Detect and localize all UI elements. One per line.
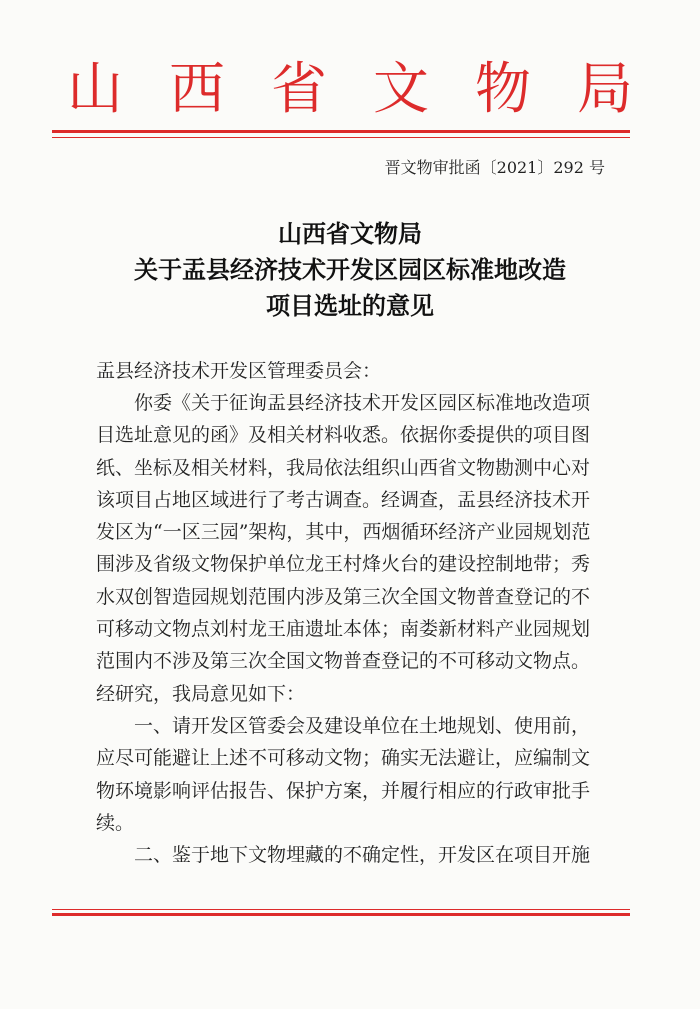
header-rule-thick: [52, 130, 630, 133]
paragraph-3: 二、鉴于地下文物埋藏的不确定性，开发区在项目开施: [134, 844, 591, 866]
agency-header: 山西省文物局: [67, 57, 679, 122]
footer-rule-thin: [52, 909, 630, 910]
paragraph-2: 一、请开发区管委会及建设单位在土地规划、使用前，应尽可能避让上述不可移动文物；确实无法避让，应编制文物环境影响评估报告、保护方案，并履行相应的行政审批手续。: [96, 715, 591, 834]
paragraph-1: 你委《关于征询盂县经济技术开发区园区标准地改造项目选址意见的函》及相关材料收悉。依据你委提供的项目图纸、坐标及相关材料，我局依法组织山西省文物勘测中心对该项目占地区域进行了考古调查。经调查，盂县经济技术开发区为“一区三园”架构，其中，西烟循环经济产业园规划范围涉及省级文物保护单位龙王村烽火台的建设控制地带；秀水双创智造园规划范围内涉及第三次全国文物普查登记的不可移动文物点刘村龙王庙遗址本体；南娄新材料产业园规划范围内不涉及第三次全国文物普查登记的不可移动文物点。经研究，我局意见如下：: [96, 392, 591, 705]
title-line-3: 项目选址的意见: [266, 292, 434, 320]
document-number: 晋文物审批函〔2021〕292 号: [384, 158, 605, 177]
salutation: 盂县经济技术开发区管理委员会：: [96, 360, 382, 382]
header-rule-thin: [52, 137, 630, 138]
title-line-1: 山西省文物局: [278, 220, 422, 248]
title-line-2: 关于盂县经济技术开发区园区标准地改造: [134, 256, 566, 284]
footer-rule-thick: [52, 913, 630, 916]
